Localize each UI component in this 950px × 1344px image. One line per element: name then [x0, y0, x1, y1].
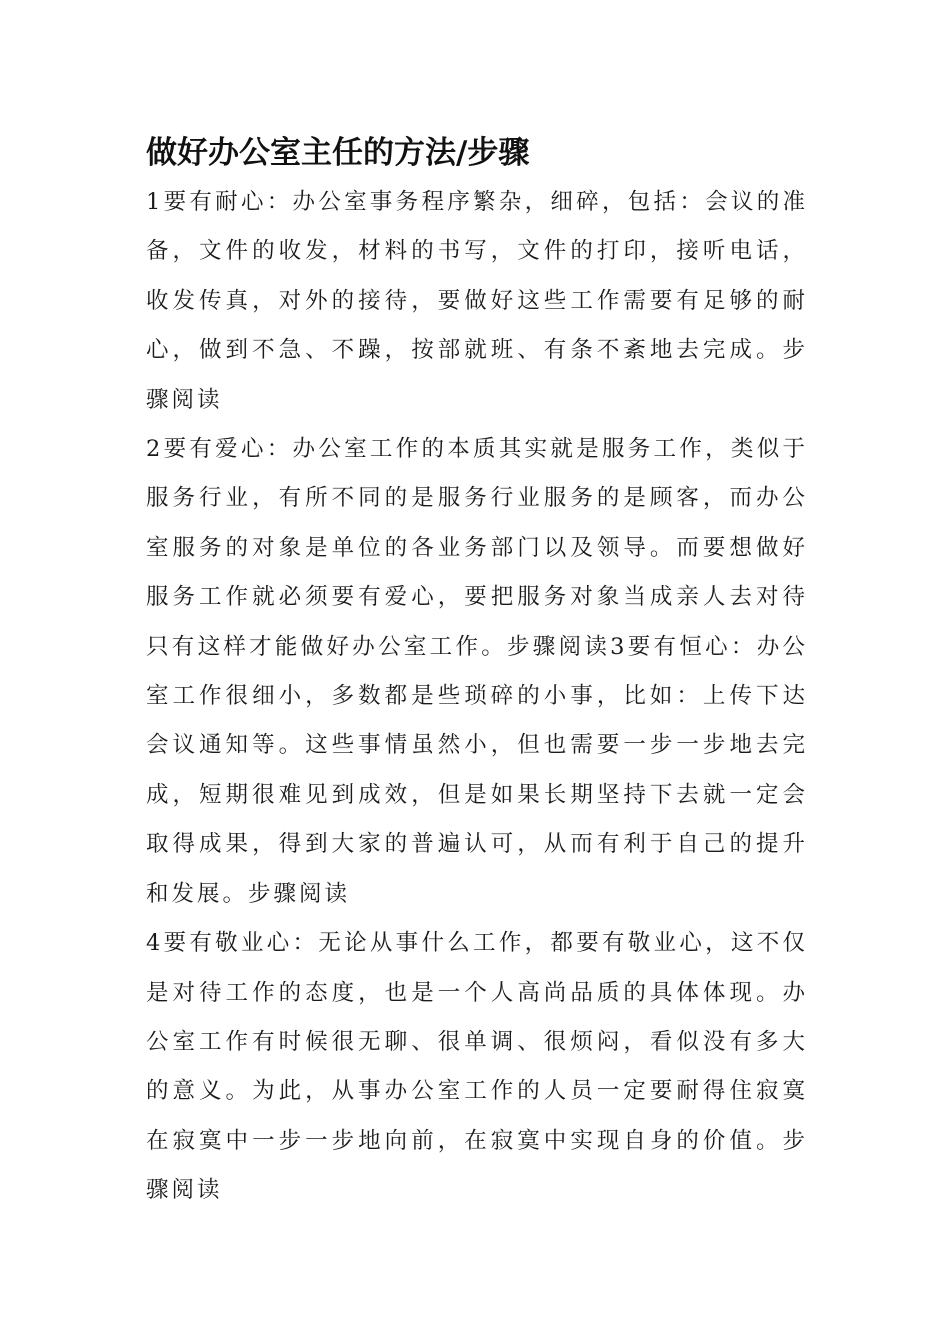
paragraph-3: 4要有敬业心：无论从事什么工作，都要有敬业心，这不仅是对待工作的态度，也是一个人高尚品质的具体体现。办公室工作有时候很无聊、很单调、很烦闷，看似没有多大的意义。为此，从事办公室工作的人员一定要耐得住寂寞在寂寞中一步一步地向前，在寂寞中实现自身的价值。步骤阅读: [146, 930, 808, 1204]
paragraph-2: 2要有爱心：办公室工作的本质其实就是服务工作，类似于服务行业，有所不同的是服务行业服务的是顾客，而办公室服务的对象是单位的各业务部门以及领导。而要想做好服务工作就必须要有爱心，要把服务对象当成亲人去对待只有这样才能做好办公室工作。步骤阅读3要有恒心：办公室工作很细小，多数都是些琐碎的小事，比如：上传下达会议通知等。这些事情虽然小，但也需要一步一步地去完成，短期很难见到成效，但是如果长期坚持下去就一定会取得成果，得到大家的普遍认可，从而有利于自己的提升和发展。步骤阅读: [146, 436, 808, 907]
document-title: 做好办公室主任的方法/步骤: [146, 135, 530, 171]
document-body: [146, 178, 808, 1216]
paragraph-1: 1要有耐心：办公室事务程序繁杂，细碎，包括：会议的准备，文件的收发，材料的书写，文件的打印，接听电话，收发传真，对外的接待，要做好这些工作需要有足够的耐心，做到不急、不躁，按部就班、有条不紊地去完成。步骤阅读: [146, 189, 808, 413]
